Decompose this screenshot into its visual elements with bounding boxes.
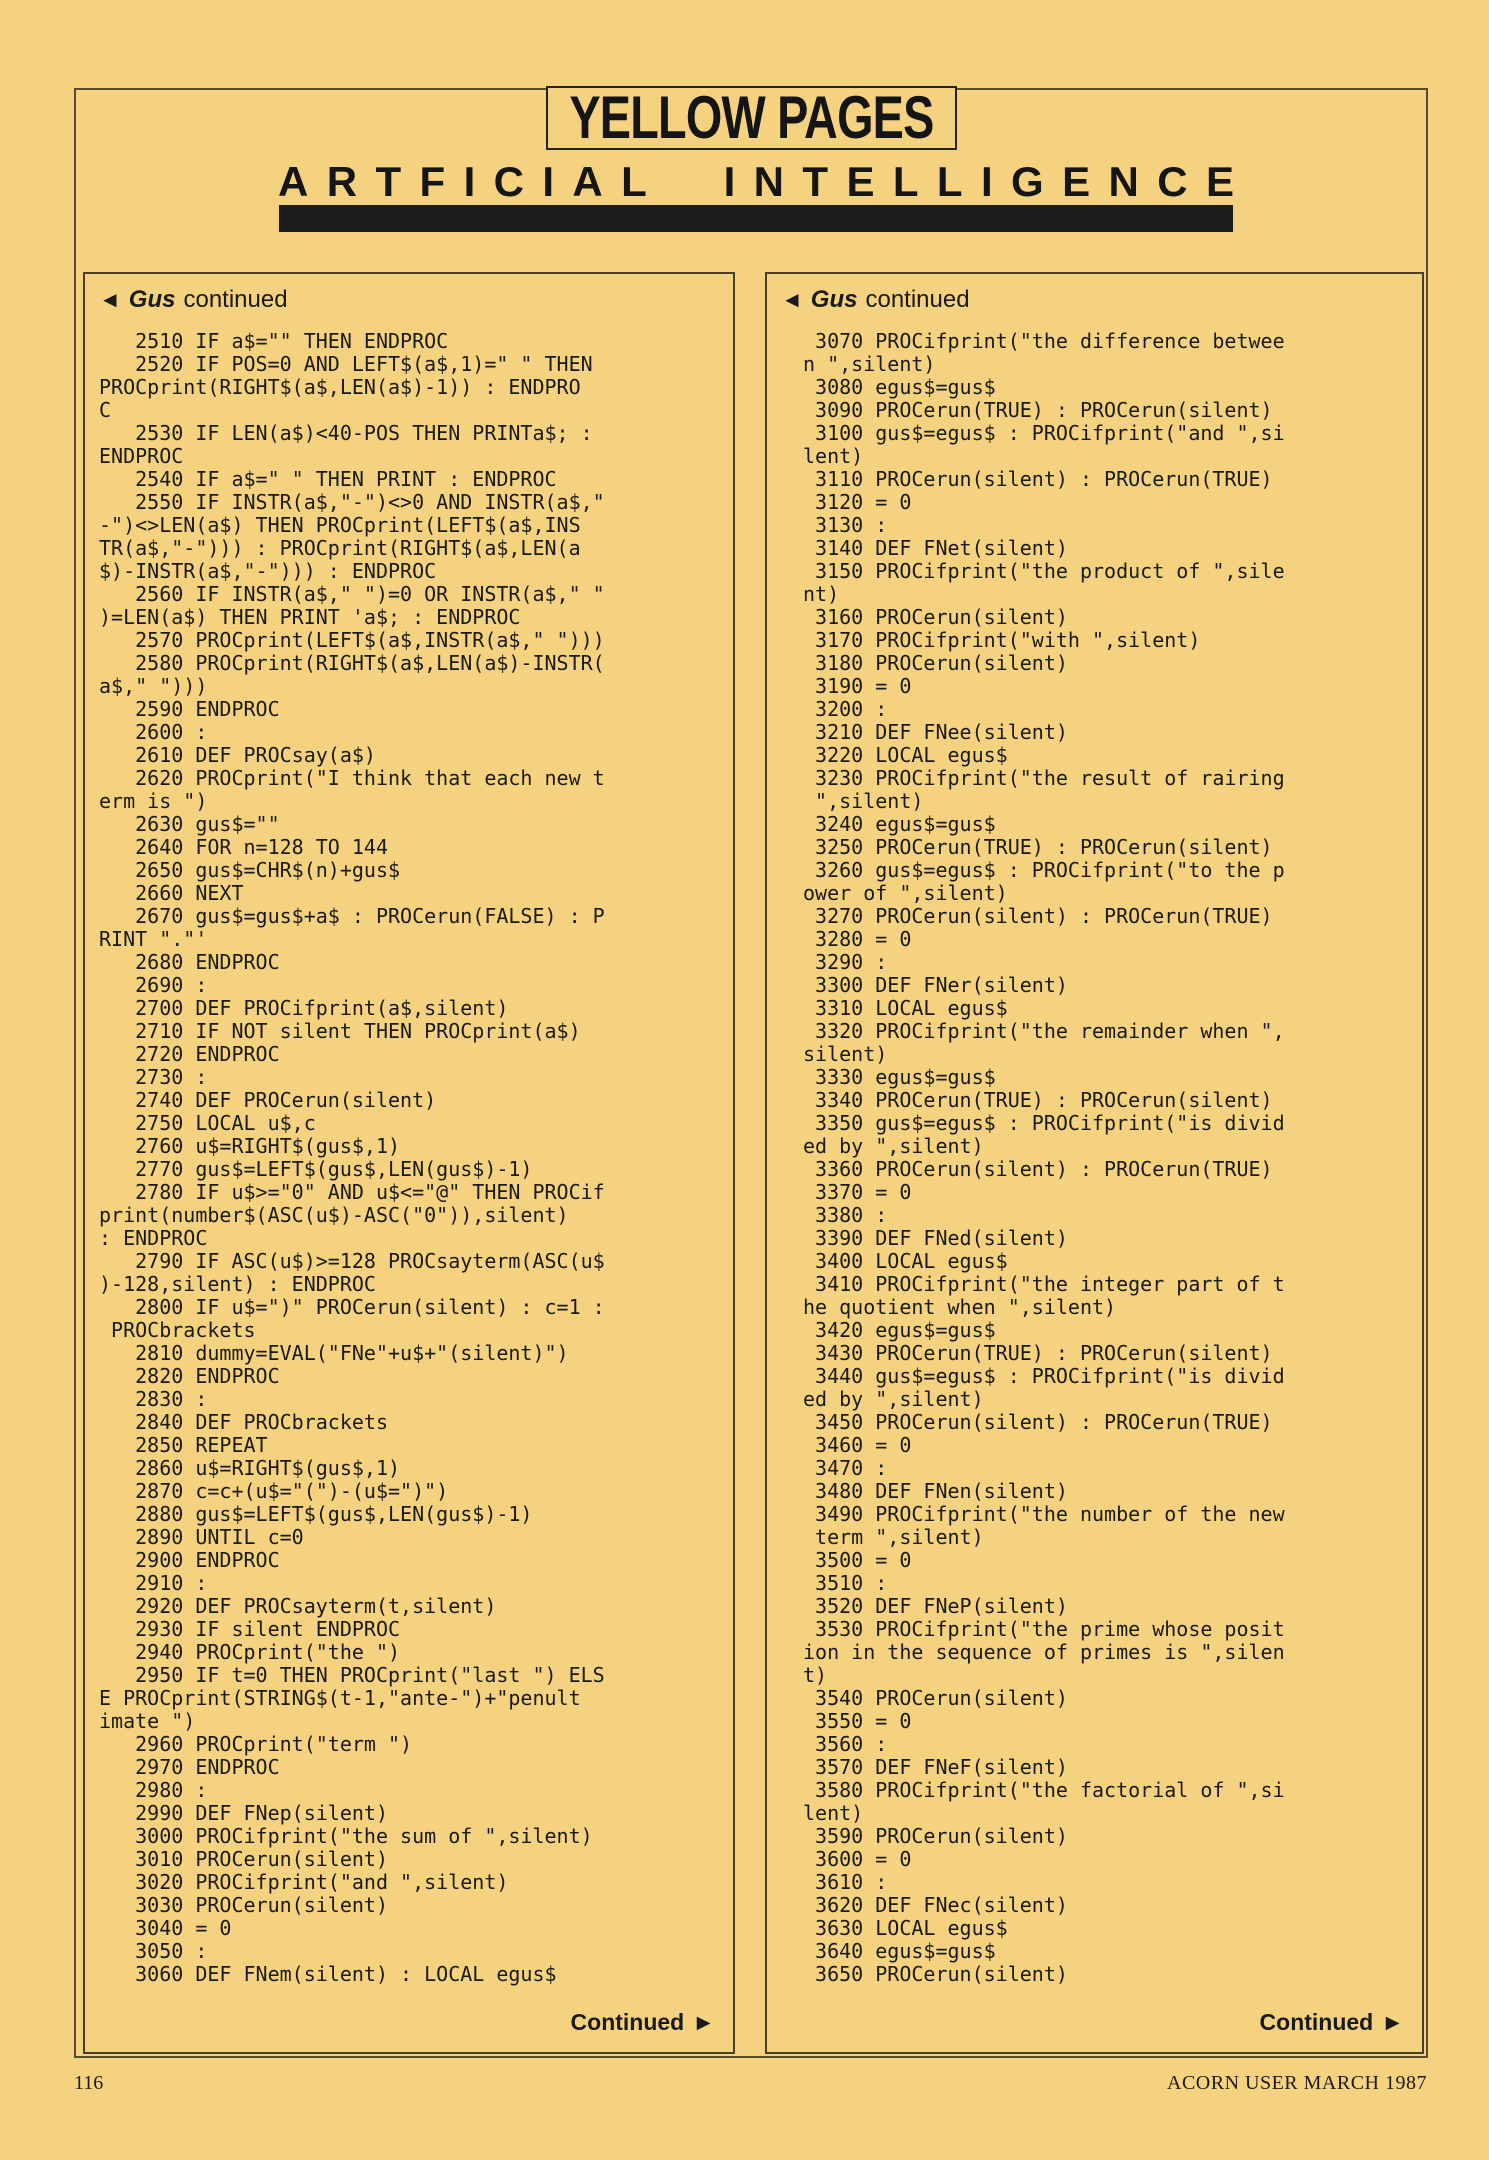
code-line: 3410 PROCifprint("the integer part of t — [803, 1272, 1285, 1296]
code-line: 3000 PROCifprint("the sum of ",silent) — [99, 1824, 593, 1848]
code-line: )=LEN(a$) THEN PRINT 'a$; : ENDPROC — [99, 605, 521, 629]
code-line: 3250 PROCerun(TRUE) : PROCerun(silent) — [803, 835, 1273, 859]
code-line: 2730 : — [99, 1065, 208, 1089]
code-line: 3280 = 0 — [803, 927, 912, 951]
code-line: 3650 PROCerun(silent) — [803, 1962, 1068, 1986]
code-line: 3430 PROCerun(TRUE) : PROCerun(silent) — [803, 1341, 1273, 1365]
code-line: 3300 DEF FNer(silent) — [803, 973, 1068, 997]
code-line: 3620 DEF FNec(silent) — [803, 1893, 1068, 1917]
code-line: 3110 PROCerun(silent) : PROCerun(TRUE) — [803, 467, 1273, 491]
code-line: 2910 : — [99, 1571, 208, 1595]
right-arrow-icon: ► — [692, 2009, 715, 2035]
code-line: 3440 gus$=egus$ : PROCifprint("is divid — [803, 1364, 1285, 1388]
code-line: 2940 PROCprint("the ") — [99, 1640, 401, 1664]
code-line: 2770 gus$=LEFT$(gus$,LEN(gus$)-1) — [99, 1157, 533, 1181]
code-line: 3400 LOCAL egus$ — [803, 1249, 1008, 1273]
code-line: 2880 gus$=LEFT$(gus$,LEN(gus$)-1) — [99, 1502, 533, 1526]
code-line: 3320 PROCifprint("the remainder when ", — [803, 1019, 1285, 1043]
code-line: 2650 gus$=CHR$(n)+gus$ — [99, 858, 401, 882]
title-letter: I — [723, 158, 736, 205]
title-letter: L — [936, 158, 963, 205]
continued-text: Continued — [570, 2009, 685, 2035]
title-letter: N — [753, 158, 784, 205]
code-line: silent) — [803, 1042, 888, 1066]
code-line: 3330 egus$=gus$ — [803, 1065, 996, 1089]
code-line: t) — [803, 1663, 828, 1687]
code-line: 3260 gus$=egus$ : PROCifprint("to the p — [803, 858, 1285, 882]
code-line: TR(a$,"-"))) : PROCprint(RIGHT$(a$,LEN(a — [99, 536, 581, 560]
code-line: 2950 IF t=0 THEN PROCprint("last ") ELS — [99, 1663, 605, 1687]
title-letter: C — [1157, 158, 1188, 205]
title-letter: N — [1108, 158, 1139, 205]
code-line: 3010 PROCerun(silent) — [99, 1847, 388, 1871]
code-line: 3160 PROCerun(silent) — [803, 605, 1068, 629]
code-line: 2790 IF ASC(u$)>=128 PROCsayterm(ASC(u$ — [99, 1249, 605, 1273]
section-title — [278, 160, 1234, 204]
code-line: lent) — [803, 444, 864, 468]
code-line: 3180 PROCerun(silent) — [803, 651, 1068, 675]
left-code-column — [83, 272, 735, 2054]
code-line: 3050 : — [99, 1939, 208, 1963]
code-line: 3220 LOCAL egus$ — [803, 743, 1008, 767]
title-letter: I — [980, 158, 993, 205]
code-line: ",silent) — [803, 789, 924, 813]
code-line: 2960 PROCprint("term ") — [99, 1732, 413, 1756]
code-line: 2680 ENDPROC — [99, 950, 280, 974]
code-line: 3470 : — [803, 1456, 888, 1480]
code-line: 3270 PROCerun(silent) : PROCerun(TRUE) — [803, 904, 1273, 928]
code-line: 2690 : — [99, 973, 208, 997]
code-line: 3500 = 0 — [803, 1548, 912, 1572]
code-line: 3360 PROCerun(silent) : PROCerun(TRUE) — [803, 1157, 1273, 1181]
code-line: n ",silent) — [803, 352, 936, 376]
code-line: ed by ",silent) — [803, 1134, 984, 1158]
code-line: 3420 egus$=gus$ — [803, 1318, 996, 1342]
code-line: imate ") — [99, 1709, 196, 1733]
code-listing — [803, 330, 1415, 1986]
title-letter: F — [419, 158, 446, 205]
code-line: 3350 gus$=egus$ : PROCifprint("is divid — [803, 1111, 1285, 1135]
right-arrow-icon: ► — [1381, 2009, 1404, 2035]
code-line: RINT "."' — [99, 927, 208, 951]
column-header — [99, 284, 288, 316]
code-line: 3540 PROCerun(silent) — [803, 1686, 1068, 1710]
code-line: 2860 u$=RIGHT$(gus$,1) — [99, 1456, 401, 1480]
code-line: 3090 PROCerun(TRUE) : PROCerun(silent) — [803, 398, 1273, 422]
code-line: 2750 LOCAL u$,c — [99, 1111, 316, 1135]
title-letter: A — [278, 158, 309, 205]
code-listing — [99, 330, 727, 1986]
code-line: 2600 : — [99, 720, 208, 744]
title-letter: E — [1062, 158, 1091, 205]
code-line: 2800 IF u$=")" PROCerun(silent) : c=1 : — [99, 1295, 605, 1319]
code-line: 3070 PROCifprint("the difference betwee — [803, 329, 1285, 353]
code-line: 2890 UNTIL c=0 — [99, 1525, 304, 1549]
code-line: a$," "))) — [99, 674, 208, 698]
code-line: 2990 DEF FNep(silent) — [99, 1801, 388, 1825]
column-header-suffix: continued — [865, 286, 970, 313]
code-line: 3210 DEF FNee(silent) — [803, 720, 1068, 744]
title-letter: L — [892, 158, 919, 205]
code-line: 3130 : — [803, 513, 888, 537]
code-line: 2540 IF a$=" " THEN PRINT : ENDPROC — [99, 467, 557, 491]
code-line: 2870 c=c+(u$="(")-(u$=")") — [99, 1479, 449, 1503]
code-line: 2660 NEXT — [99, 881, 244, 905]
masthead — [546, 86, 957, 150]
code-line: 2740 DEF PROCerun(silent) — [99, 1088, 437, 1112]
code-line: 3590 PROCerun(silent) — [803, 1824, 1068, 1848]
code-line: -")<>LEN(a$) THEN PROCprint(LEFT$(a$,INS — [99, 513, 581, 537]
code-line: 3020 PROCifprint("and ",silent) — [99, 1870, 509, 1894]
code-line: ower of ",silent) — [803, 881, 1008, 905]
title-letter: C — [493, 158, 524, 205]
code-line: PROCprint(RIGHT$(a$,LEN(a$)-1)) : ENDPRO — [99, 375, 581, 399]
right-code-column — [765, 272, 1424, 2054]
title-letter: G — [1011, 158, 1044, 205]
code-line: 3230 PROCifprint("the result of rairing — [803, 766, 1285, 790]
code-line: term ",silent) — [803, 1525, 984, 1549]
title-letter: L — [621, 158, 647, 205]
page-number: 116 — [74, 2072, 104, 2094]
code-line: nt) — [803, 582, 840, 606]
continued-text: Continued — [1259, 2009, 1374, 2035]
title-letter: R — [326, 158, 358, 205]
code-line: 3450 PROCerun(silent) : PROCerun(TRUE) — [803, 1410, 1273, 1434]
code-line: 3200 : — [803, 697, 888, 721]
code-line: 3640 egus$=gus$ — [803, 1939, 996, 1963]
title-letter: E — [846, 158, 875, 205]
code-line: 3060 DEF FNem(silent) : LOCAL egus$ — [99, 1962, 557, 1986]
code-line: 2780 IF u$>="0" AND u$<="@" THEN PROCif — [99, 1180, 605, 1204]
code-line: 3510 : — [803, 1571, 888, 1595]
code-line: 3550 = 0 — [803, 1709, 912, 1733]
code-line: ed by ",silent) — [803, 1387, 984, 1411]
code-line: 2840 DEF PROCbrackets — [99, 1410, 388, 1434]
code-line: 2590 ENDPROC — [99, 697, 280, 721]
column-header — [781, 284, 970, 316]
code-line: 2570 PROCprint(LEFT$(a$,INSTR(a$," "))) — [99, 628, 605, 652]
code-line: 2710 IF NOT silent THEN PROCprint(a$) — [99, 1019, 581, 1043]
code-line: 3610 : — [803, 1870, 888, 1894]
code-line: 3370 = 0 — [803, 1180, 912, 1204]
code-line: he quotient when ",silent) — [803, 1295, 1117, 1319]
code-line: erm is ") — [99, 789, 208, 813]
code-line: 2630 gus$="" — [99, 812, 280, 836]
code-line: 3390 DEF FNed(silent) — [803, 1226, 1068, 1250]
code-line: 2980 : — [99, 1778, 208, 1802]
code-line: print(number$(ASC(u$)-ASC("0")),silent) — [99, 1203, 569, 1227]
code-line: 3480 DEF FNen(silent) — [803, 1479, 1068, 1503]
code-line: C — [99, 398, 112, 422]
code-line: 3570 DEF FNeF(silent) — [803, 1755, 1068, 1779]
code-line: 3580 PROCifprint("the factorial of ",si — [803, 1778, 1285, 1802]
code-line: 2510 IF a$="" THEN ENDPROC — [99, 329, 449, 353]
code-line: 3170 PROCifprint("with ",silent) — [803, 628, 1201, 652]
column-header-title: Gus — [128, 286, 176, 313]
code-line: )-128,silent) : ENDPROC — [99, 1272, 376, 1296]
column-header-title: Gus — [810, 286, 858, 313]
code-line: 3190 = 0 — [803, 674, 912, 698]
code-line: 2900 ENDPROC — [99, 1548, 280, 1572]
left-arrow-icon: ◄ — [99, 287, 121, 312]
code-line: 2810 dummy=EVAL("FNe"+u$+"(silent)") — [99, 1341, 569, 1365]
code-line: lent) — [803, 1801, 864, 1825]
left-arrow-icon: ◄ — [781, 287, 803, 312]
code-line: 2850 REPEAT — [99, 1433, 268, 1457]
code-line: 3340 PROCerun(TRUE) : PROCerun(silent) — [803, 1088, 1273, 1112]
code-line: 3140 DEF FNet(silent) — [803, 536, 1068, 560]
code-line: 3460 = 0 — [803, 1433, 912, 1457]
code-line: 3310 LOCAL egus$ — [803, 996, 1008, 1020]
code-line: 2530 IF LEN(a$)<40-POS THEN PRINTa$; : — [99, 421, 593, 445]
code-line: 3030 PROCerun(silent) — [99, 1893, 388, 1917]
code-line: 2610 DEF PROCsay(a$) — [99, 743, 376, 767]
code-line: : ENDPROC — [99, 1226, 208, 1250]
code-line: PROCbrackets — [99, 1318, 256, 1342]
code-line: 2830 : — [99, 1387, 208, 1411]
code-line: 2760 u$=RIGHT$(gus$,1) — [99, 1134, 401, 1158]
code-line: 2580 PROCprint(RIGHT$(a$,LEN(a$)-INSTR( — [99, 651, 605, 675]
issue-line: ACORN USER MARCH 1987 — [1167, 2072, 1427, 2094]
title-letter: T — [802, 158, 829, 205]
code-line: 3150 PROCifprint("the product of ",sile — [803, 559, 1285, 583]
code-line: 2970 ENDPROC — [99, 1755, 280, 1779]
code-line: 2640 FOR n=128 TO 144 — [99, 835, 388, 859]
code-line: 2930 IF silent ENDPROC — [99, 1617, 401, 1641]
code-line: 2700 DEF PROCifprint(a$,silent) — [99, 996, 509, 1020]
section-title-bar — [279, 205, 1233, 232]
code-line: ENDPROC — [99, 444, 184, 468]
code-line: 2520 IF POS=0 AND LEFT$(a$,1)=" " THEN — [99, 352, 593, 376]
code-line: 3080 egus$=gus$ — [803, 375, 996, 399]
code-line: 3290 : — [803, 950, 888, 974]
code-line: 2720 ENDPROC — [99, 1042, 280, 1066]
code-line: 2550 IF INSTR(a$,"-")<>0 AND INSTR(a$," — [99, 490, 605, 514]
code-line: 2560 IF INSTR(a$," ")=0 OR INSTR(a$," " — [99, 582, 605, 606]
title-letter: I — [542, 158, 555, 205]
title-letter: E — [1205, 158, 1234, 205]
code-line: 2920 DEF PROCsayterm(t,silent) — [99, 1594, 497, 1618]
code-line: 3100 gus$=egus$ : PROCifprint("and ",si — [803, 421, 1285, 445]
code-line: 3040 = 0 — [99, 1916, 232, 1940]
code-line: $)-INSTR(a$,"-"))) : ENDPROC — [99, 559, 437, 583]
code-line: 3600 = 0 — [803, 1847, 912, 1871]
title-letter: T — [375, 158, 402, 205]
continued-label — [1260, 2009, 1404, 2036]
code-line: 2670 gus$=gus$+a$ : PROCerun(FALSE) : P — [99, 904, 605, 928]
code-line: E PROCprint(STRING$(t-1,"ante-")+"penult — [99, 1686, 581, 1710]
title-letter: I — [463, 158, 476, 205]
title-letter: A — [572, 158, 603, 205]
code-line: 3530 PROCifprint("the prime whose posit — [803, 1617, 1285, 1641]
code-line: 3380 : — [803, 1203, 888, 1227]
code-line: 3630 LOCAL egus$ — [803, 1916, 1008, 1940]
code-line: 3490 PROCifprint("the number of the new — [803, 1502, 1285, 1526]
code-line: 3560 : — [803, 1732, 888, 1756]
code-line: 3120 = 0 — [803, 490, 912, 514]
code-line: ion in the sequence of primes is ",silen — [803, 1640, 1285, 1664]
column-header-suffix: continued — [183, 286, 288, 313]
code-line: 2620 PROCprint("I think that each new t — [99, 766, 605, 790]
masthead-title: YELLOW PAGES — [569, 84, 934, 151]
continued-label — [571, 2009, 715, 2036]
code-line: 2820 ENDPROC — [99, 1364, 280, 1388]
code-line: 3520 DEF FNeP(silent) — [803, 1594, 1068, 1618]
code-line: 3240 egus$=gus$ — [803, 812, 996, 836]
